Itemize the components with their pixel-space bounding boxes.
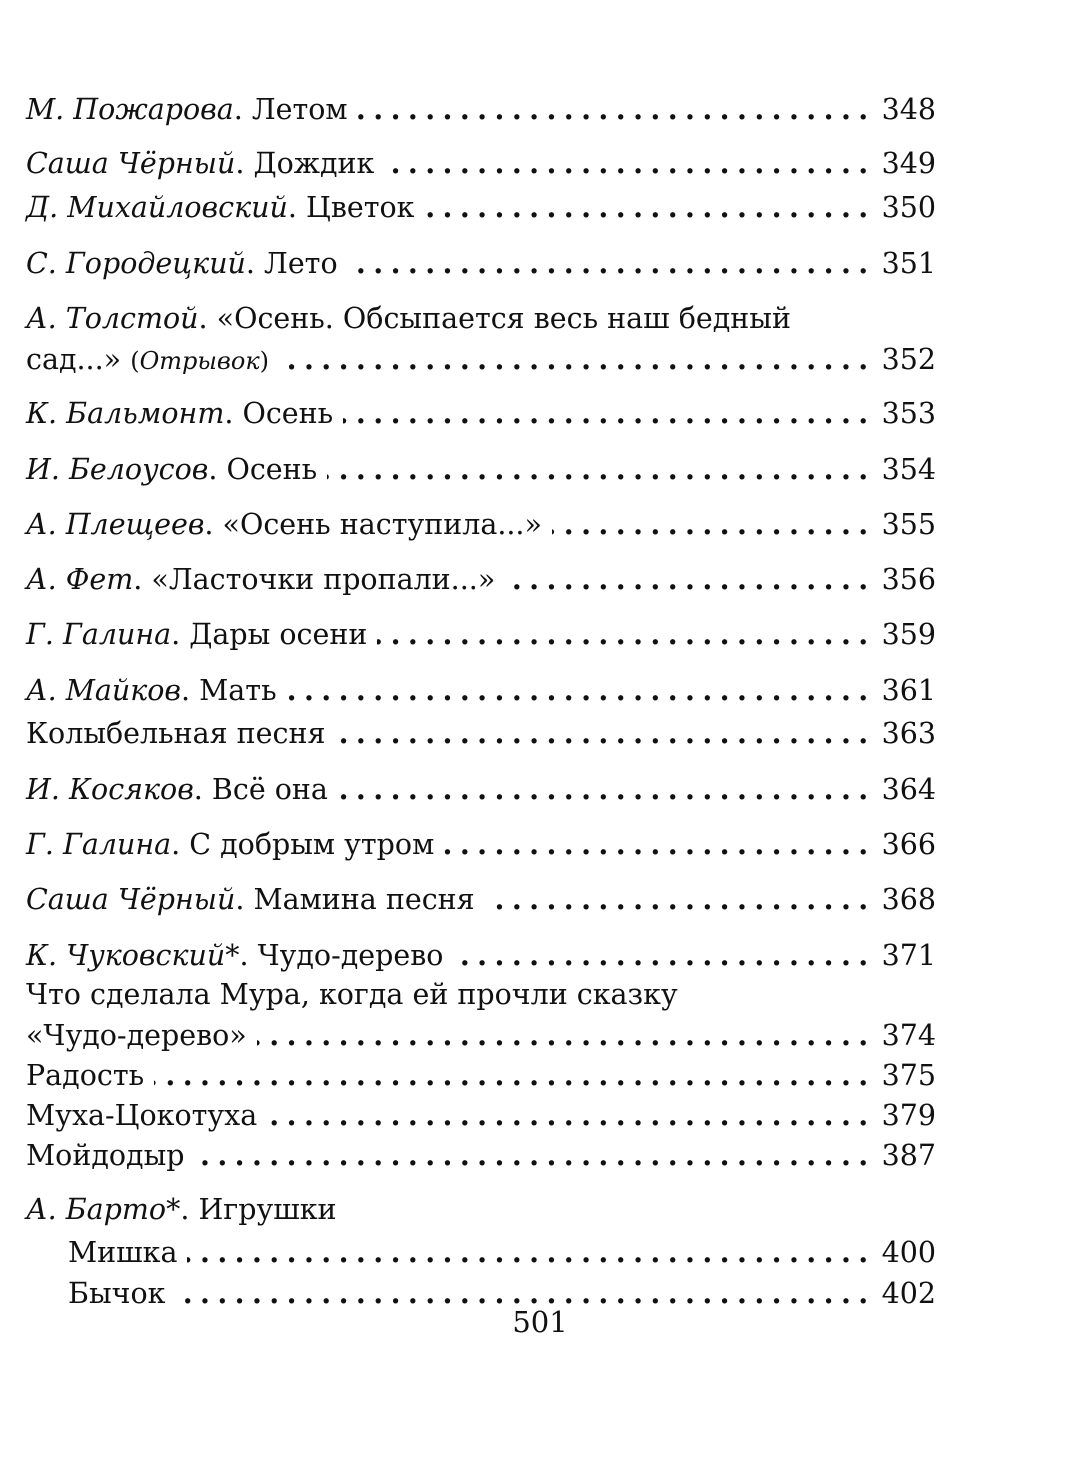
toc-page-number: 354 bbox=[881, 453, 936, 486]
toc-entry: И. Белоусов. Осень ..... 354 bbox=[26, 449, 936, 490]
page-number: 501 bbox=[512, 1305, 568, 1339]
toc-author: И. Белоусов bbox=[26, 453, 209, 486]
toc-title: «Осень наступила...» bbox=[222, 508, 542, 541]
toc-page-number: 375 bbox=[881, 1059, 936, 1092]
toc-title: «Осень. Обсыпается весь наш бедный bbox=[216, 302, 791, 335]
dot-leader bbox=[195, 1135, 876, 1175]
toc-page-number: 359 bbox=[881, 618, 936, 651]
toc-title: Колыбельная песня bbox=[26, 717, 326, 750]
toc-page-number: 350 bbox=[881, 191, 936, 224]
toc-entry: А. Плещеев. «Осень наступила...» ..... 355 bbox=[26, 504, 936, 545]
toc-page-number: 351 bbox=[881, 247, 936, 280]
toc-entry: Г. Галина. С добрым утром ..... 366 bbox=[26, 824, 936, 865]
toc-page-number: 400 bbox=[881, 1236, 936, 1269]
table-of-contents bbox=[26, 0, 936, 1310]
toc-author: Г. Галина bbox=[26, 618, 172, 651]
toc-note: (Отрывок) bbox=[130, 347, 270, 375]
toc-title: Мать bbox=[199, 674, 277, 707]
toc-title: Мамина песня bbox=[253, 883, 475, 916]
toc-entry: И. Косяков. Всё она ..... 364 bbox=[26, 769, 936, 810]
toc-title-continued: сад...» bbox=[26, 343, 122, 376]
toc-page-number: 361 bbox=[881, 674, 936, 707]
toc-entry: Саша Чёрный. Мамина песня ..... 368 bbox=[26, 879, 936, 920]
toc-author: Г. Галина bbox=[26, 828, 172, 861]
toc-title: Лето bbox=[264, 247, 338, 280]
toc-title: Игрушки bbox=[198, 1193, 337, 1226]
toc-title: Муха-Цокотуха bbox=[26, 1099, 258, 1132]
toc-page-number: 402 bbox=[881, 1277, 936, 1310]
toc-author: К. Бальмонт bbox=[26, 397, 225, 430]
toc-author: А. Барто* bbox=[26, 1193, 181, 1226]
toc-title: С добрым утром bbox=[189, 828, 435, 861]
toc-page-number: 348 bbox=[881, 93, 936, 126]
toc-title: Цветок bbox=[305, 191, 415, 224]
toc-page-number: 366 bbox=[881, 828, 936, 861]
toc-entry: К. Чуковский*. Чудо-дерево ..... 371 bbox=[26, 935, 936, 976]
toc-entry: М. Пожарова. Летом ..... 348 bbox=[26, 89, 936, 130]
toc-title: Дары осени bbox=[189, 618, 368, 651]
toc-page-number: 356 bbox=[881, 563, 936, 596]
toc-title: Осень bbox=[242, 397, 334, 430]
dot-leader bbox=[287, 670, 876, 710]
toc-author: Саша Чёрный bbox=[26, 147, 236, 180]
dot-leader bbox=[485, 879, 876, 919]
toc-page-number: 371 bbox=[881, 939, 936, 972]
dot-leader bbox=[552, 504, 876, 544]
toc-title: Всё она bbox=[211, 773, 328, 806]
dot-leader bbox=[358, 89, 876, 129]
dot-leader bbox=[338, 769, 876, 809]
toc-author: Д. Михайловский bbox=[26, 191, 288, 224]
toc-title: Что сделала Мура, когда ей прочли сказку bbox=[26, 978, 678, 1011]
toc-entry: А. Барто*. Игрушки bbox=[26, 1193, 337, 1226]
dot-leader bbox=[335, 713, 875, 753]
dot-leader bbox=[343, 393, 875, 433]
dot-leader bbox=[453, 935, 875, 975]
dot-leader bbox=[154, 1055, 875, 1095]
toc-author: А. Толстой bbox=[26, 302, 199, 335]
toc-entry bbox=[26, 1055, 936, 1096]
dot-leader bbox=[187, 1232, 875, 1272]
dot-leader bbox=[505, 559, 875, 599]
toc-title: Мойдодыр bbox=[26, 1139, 185, 1172]
toc-entry bbox=[26, 975, 936, 1056]
toc-title: Чудо-дерево bbox=[257, 939, 444, 972]
toc-entry: А. Майков. Мать ..... 361 bbox=[26, 670, 936, 711]
toc-title: «Ласточки пропали...» bbox=[151, 563, 496, 596]
toc-page-number: 364 bbox=[881, 773, 936, 806]
toc-author: М. Пожарова bbox=[26, 93, 234, 126]
dot-leader bbox=[424, 187, 875, 227]
dot-leader bbox=[444, 824, 875, 864]
toc-page-number: 387 bbox=[881, 1139, 936, 1172]
dot-leader bbox=[267, 1095, 875, 1135]
toc-author: К. Чуковский* bbox=[26, 939, 240, 972]
toc-page-number: 355 bbox=[881, 508, 936, 541]
toc-author: Саша Чёрный bbox=[26, 883, 236, 916]
toc-title: Бычок bbox=[68, 1277, 166, 1310]
toc-entry: С. Городецкий. Лето ..... 351 bbox=[26, 243, 936, 284]
toc-entry: Д. Михайловский. Цветок ..... 350 bbox=[26, 187, 936, 228]
dot-leader bbox=[327, 449, 875, 489]
dot-leader bbox=[257, 1015, 876, 1055]
toc-page-number: 353 bbox=[881, 397, 936, 430]
toc-entry bbox=[26, 1135, 936, 1176]
toc-page-number: 363 bbox=[881, 717, 936, 750]
toc-author: А. Майков bbox=[26, 674, 181, 707]
toc-entry: Саша Чёрный. Дождик ..... 349 bbox=[26, 143, 936, 184]
toc-title: Дождик bbox=[253, 147, 375, 180]
dot-leader bbox=[348, 243, 876, 283]
toc-page-number: 379 bbox=[881, 1099, 936, 1132]
toc-entry bbox=[26, 1095, 936, 1136]
toc-author: С. Городецкий bbox=[26, 247, 246, 280]
toc-entry: Г. Галина. Дары осени ..... 359 bbox=[26, 614, 936, 655]
dot-leader bbox=[384, 143, 875, 183]
toc-author: И. Косяков bbox=[26, 773, 194, 806]
toc-entry: А. Фет. «Ласточки пропали...» ..... 356 bbox=[26, 559, 936, 600]
toc-title-continued: «Чудо-дерево» bbox=[26, 1019, 247, 1052]
dot-leader bbox=[377, 614, 875, 654]
toc-entry bbox=[26, 713, 936, 754]
toc-entry: А. Толстой. «Осень. Обсыпается весь наш бедный сад...» (Отрывок) ..... 352 bbox=[26, 299, 936, 381]
toc-title: Летом bbox=[251, 93, 348, 126]
dot-leader bbox=[279, 339, 876, 379]
toc-page-number: 368 bbox=[881, 883, 936, 916]
toc-page-number: 352 bbox=[881, 343, 936, 376]
toc-page-number: 349 bbox=[881, 147, 936, 180]
toc-entry: К. Бальмонт. Осень ..... 353 bbox=[26, 393, 936, 434]
toc-author: А. Фет bbox=[26, 563, 134, 596]
toc-title: Мишка bbox=[68, 1236, 178, 1269]
toc-title: Осень bbox=[226, 453, 318, 486]
toc-title: Радость bbox=[26, 1059, 145, 1092]
toc-subentry bbox=[68, 1232, 936, 1273]
toc-page-number: 374 bbox=[881, 1019, 936, 1052]
toc-author: А. Плещеев bbox=[26, 508, 205, 541]
